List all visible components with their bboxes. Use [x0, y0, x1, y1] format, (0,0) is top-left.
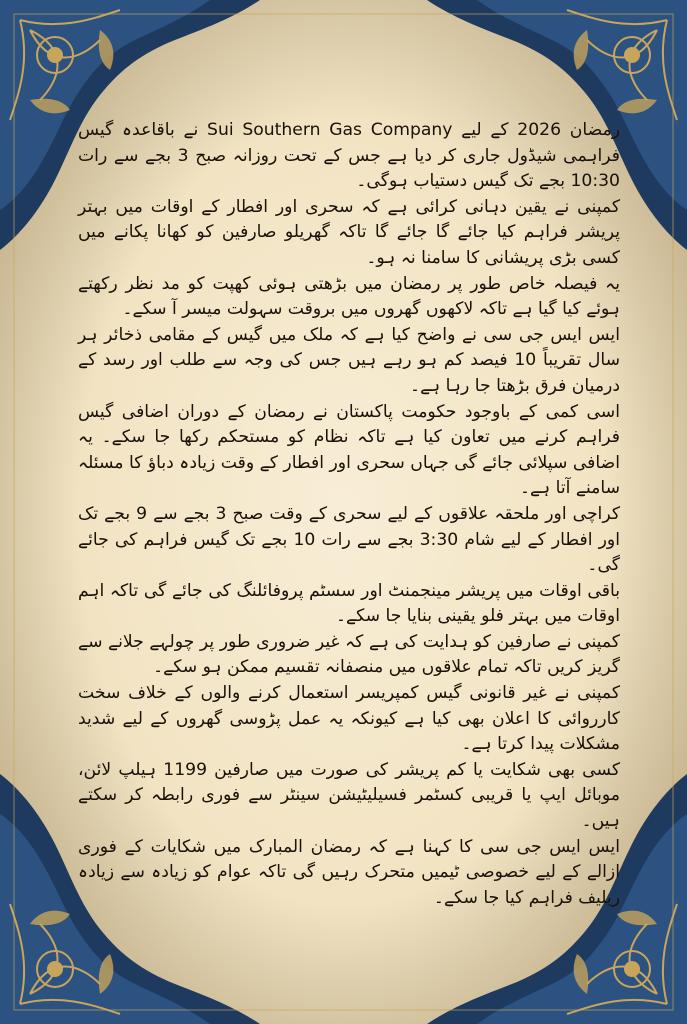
- article-body: [78, 118, 620, 911]
- paragraph-decision-reason: یہ فیصلہ خاص طور پر رمضان میں بڑھتی ہوئی کھپت کو مد نظر رکھتے ہوئے کیا گیا ہے تاکہ لاکھوں گھروں میں بروقت سہولت میسر آ سکے۔: [78, 273, 620, 320]
- paragraph-reserves-decline: ایس ایس جی سی نے واضح کیا ہے کہ ملک میں گیس کے مقامی ذخائر ہر سال تقریباً 10 فیصد کم ہو رہے ہیں جس کی وجہ سے طلب اور رسد کے درمیان فرق بڑھتا جا رہا ہے۔: [78, 324, 620, 396]
- paragraph-helpline: کسی بھی شکایت یا کم پریشر کی صورت میں صارفین 1199 ہیلپ لائن، موبائل ایپ یا قریبی کسٹمر فسیلیٹیشن سینٹر سے فوری رابطہ کر سکتے ہیں۔: [78, 759, 620, 832]
- paragraph-karachi-timings: کراچی اور ملحقہ علاقوں کے لیے سحری کے وقت صبح 3 بجے سے 9 بجے تک اور افطار کے لیے شام 3:30 بجے سے رات 10 بجے تک گیس فراہم کی جائے گی۔: [78, 503, 621, 576]
- paragraph-special-teams: ایس ایس جی سی کا کہنا ہے کہ رمضان المبارک میں شکایات کے فوری ازالے کے لیے خصوصی ٹیمیں متحرک رہیں گی تاکہ عوام کو زیادہ سے زیادہ ریلیف فراہم کیا جا سکے۔: [78, 836, 620, 908]
- paragraph-pressure-management: باقی اوقات میں پریشر مینجمنٹ اور سسٹم پروفائلنگ کی جائے گی تاکہ اہم اوقات میں بہتر فلو یقینی بنایا جا سکے۔: [78, 580, 620, 627]
- paragraph-government-support: اسی کمی کے باوجود حکومت پاکستان نے رمضان کے دوران اضافی گیس فراہم کرنے میں تعاون کیا ہے تاکہ نظام کو مستحکم رکھا جا سکے۔ یہ اضافی سپلائی جائے گی جہاں سحری اور افطار کے وقت زیادہ دباؤ کا مسئلہ سامنے آتا ہے۔: [78, 401, 620, 499]
- paragraph-compressor-warning: کمپنی نے غیر قانونی گیس کمپریسر استعمال کرنے والوں کے خلاف سخت کارروائی کا اعلان بھی کیا ہے کیونکہ یہ عمل پڑوسی گھروں کے لیے شدید مشکلات پیدا کرتا ہے۔: [78, 683, 620, 755]
- paragraph-schedule: رمضان 2026 کے لیے Sui Southern Gas Company نے باقاعدہ گیس فراہمی شیڈول جاری کر دیا ہے جس کے تحت روزانہ صبح 3 بجے سے رات 10:30 بجے تک گیس دستیاب ہوگی۔: [78, 120, 621, 192]
- paragraph-pressure-assurance: کمپنی نے یقین دہانی کرائی ہے کہ سحری اور افطار کے اوقات میں بہتر پریشر فراہم کیا جائے گا جائے گا تاکہ گھریلو صارفین کو کھانا پکانے میں کسی بڑی پریشانی کا سامنا نہ ہو۔: [78, 196, 620, 268]
- paragraph-consumer-advice: کمپنی نے صارفین کو ہدایت کی ہے کہ غیر ضروری طور پر چولہے جلانے سے گریز کریں تاکہ تمام علاقوں میں منصفانہ تقسیم ممکن ہو سکے۔: [78, 631, 620, 678]
